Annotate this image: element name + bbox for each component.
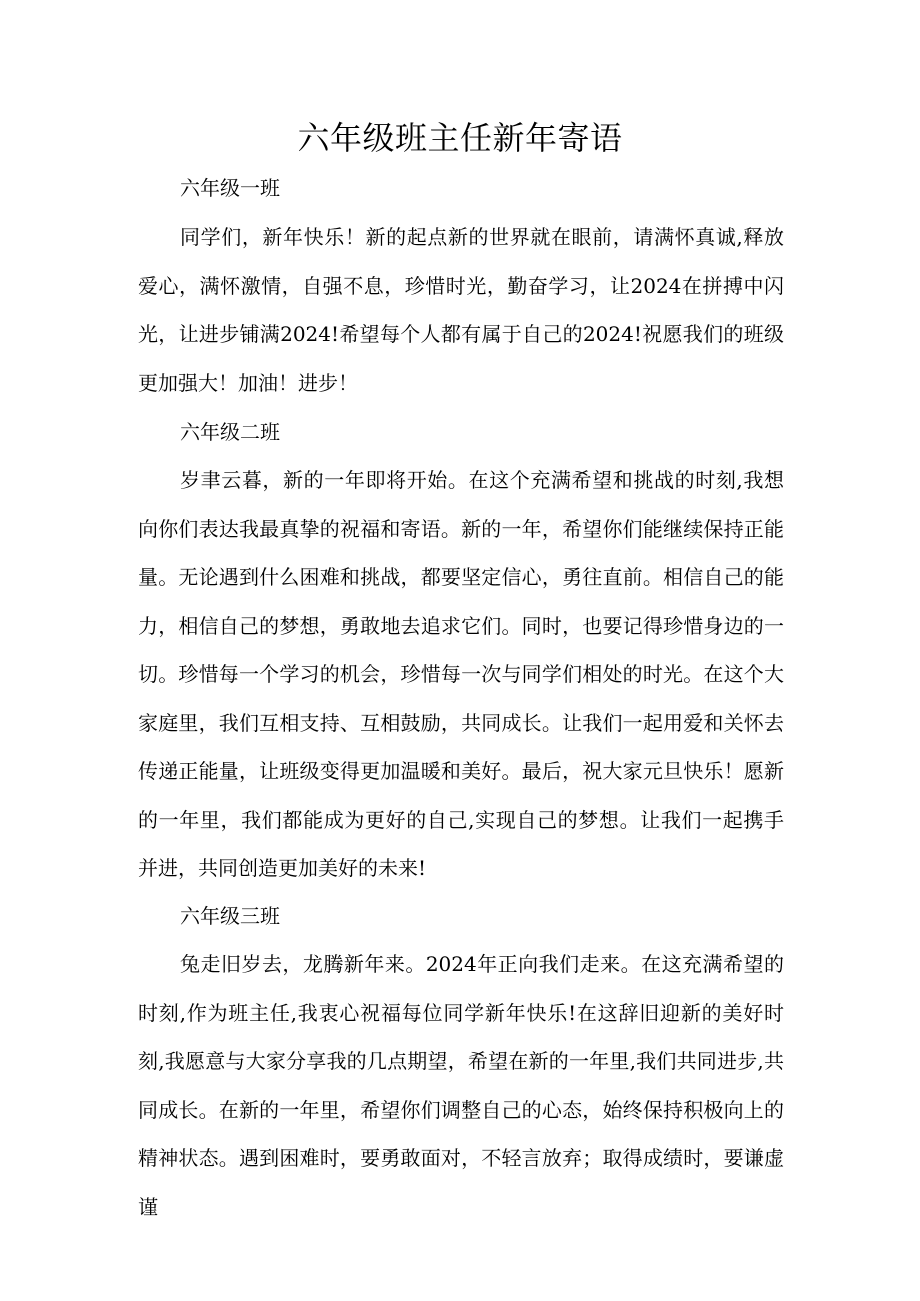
document-title: 六年级班主任新年寄语: [297, 119, 623, 157]
section-heading-class-2: 六年级二班: [180, 420, 280, 444]
section-body-class-1: 同学们，新年快乐！新的起点新的世界就在眼前，请满怀真诚,释放爱心，满怀激情，自强不息，珍惜时光，勤奋学习，让2024在拼搏中闪光，让进步铺满2024!希望每个人都有属于自己的2024!祝愿我们的班级更加强大！加油！进步！: [138, 225, 784, 395]
section-heading-class-3: 六年级三班: [180, 904, 280, 928]
section-body-class-2: 岁聿云暮，新的一年即将开始。在这个充满希望和挑战的时刻,我想向你们表达我最真挚的祝福和寄语。新的一年，希望你们能继续保持正能量。无论遇到什么困难和挑战，都要坚定信心，勇往直前。相信自己的能力，相信自己的梦想，勇敢地去追求它们。同时，也要记得珍惜身边的一切。珍惜每一个学习的机会，珍惜每一次与同学们相处的时光。在这个大家庭里，我们互相支持、互相鼓励，共同成长。让我们一起用爱和关怀去传递正能量，让班级变得更加温暖和美好。最后，祝大家元旦快乐！愿新的一年里，我们都能成为更好的自己,实现自己的梦想。让我们一起携手并进，共同创造更加美好的未来!: [138, 468, 784, 880]
section-body-class-3: 兔走旧岁去，龙腾新年来。2024年正向我们走来。在这充满希望的时刻,作为班主任,我衷心祝福每位同学新年快乐!在这辞旧迎新的美好时刻,我愿意与大家分享我的几点期望，希望在新的一年里,我们共同进步,共同成长。在新的一年里，希望你们调整自己的心态，始终保持积极向上的精神状态。遇到困难时，要勇敢面对，不轻言放弃；取得成绩时，要谦虚谨: [138, 952, 784, 1219]
section-heading-class-1: 六年级一班: [180, 176, 280, 200]
